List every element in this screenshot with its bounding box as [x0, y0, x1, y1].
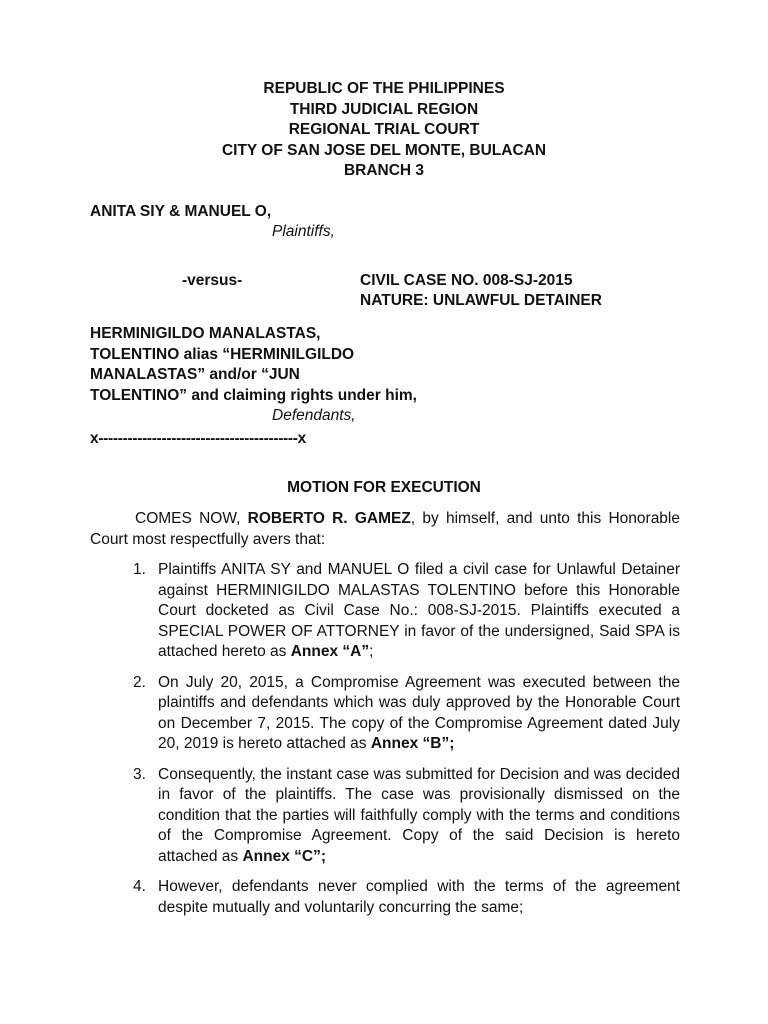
- annex-label: Annex “A”: [290, 643, 370, 660]
- defendants-line: TOLENTINO” and claiming rights under him,: [90, 386, 417, 404]
- item-tail: ;: [369, 643, 374, 660]
- list-item: [133, 560, 680, 663]
- defendants-block: [90, 324, 417, 406]
- heading-line-court: REGIONAL TRIAL COURT: [288, 121, 480, 138]
- item-text: However, defendants never complied with the terms of the agreement despite mutually and voluntarily concurring the same;: [158, 878, 680, 916]
- item-text: On July 20, 2015, a Compromise Agreement was executed between the plaintiffs and defendants which was duly approved by the Honorable Court on December 7, 2015. The copy of the Compromise Agreement dated July 20, 2019 is hereto attached as: [158, 673, 680, 752]
- motion-title: MOTION FOR EXECUTION: [287, 479, 481, 496]
- caption-separator: x-----------------------------------------x: [90, 430, 306, 447]
- court-heading: [0, 79, 768, 182]
- defendants-line: HERMINIGILDO MANALASTAS,: [90, 325, 321, 342]
- heading-line-branch: BRANCH 3: [343, 162, 425, 179]
- list-item: [133, 673, 680, 755]
- item-number: 1.: [133, 561, 146, 578]
- allegations-list: [133, 560, 680, 928]
- intro-post: , by himself, and unto this Honorable Court most respectfully avers that:: [90, 510, 680, 548]
- defendants-line: TOLENTINO alias “HERMINILGILDO: [90, 345, 355, 363]
- item-number: 2.: [133, 673, 146, 691]
- intro-paragraph: [90, 509, 680, 550]
- heading-line-republic: REPUBLIC OF THE PHILIPPINES: [263, 80, 505, 97]
- item-text: Plaintiffs ANITA SY and MANUEL O filed a civil case for Unlawful Detainer against HERMINIGILDO MALASTAS TOLENTINO before this Honorable Court docketed as Civil Case No.: 008-SJ-2015. Plaintiffs executed a SPECIAL POWER OF ATTORNEY in favor of the undersigned, Said SPA is attached hereto as: [158, 561, 680, 660]
- defendants-line: MANALASTAS” and/or “JUN: [90, 366, 300, 383]
- item-number: 4.: [133, 878, 146, 895]
- list-item: [133, 877, 680, 918]
- plaintiffs-role: Plaintiffs,: [272, 223, 335, 240]
- versus-label: -versus-: [182, 272, 243, 289]
- item-number: 3.: [133, 765, 146, 783]
- case-nature: NATURE: UNLAWFUL DETAINER: [360, 292, 602, 309]
- list-item: [133, 765, 680, 868]
- annex-label: Annex “B”;: [370, 735, 455, 752]
- movant-name: ROBERTO R. GAMEZ: [247, 510, 411, 527]
- plaintiffs-names: ANITA SIY & MANUEL O,: [90, 203, 272, 220]
- case-number: CIVIL CASE NO. 008-SJ-2015: [360, 272, 573, 289]
- heading-line-city: CITY OF SAN JOSE DEL MONTE, BULACAN: [221, 141, 547, 159]
- heading-line-region: THIRD JUDICIAL REGION: [289, 100, 479, 118]
- item-text: Consequently, the instant case was submitted for Decision and was decided in favor of the plaintiffs. The case was provisionally dismissed on the condition that the parties will faithfully comply with the terms and conditions of the Compromise Agreement. Copy of the said Decision is hereto attached as: [158, 765, 680, 865]
- intro-pre: COMES NOW,: [135, 510, 248, 527]
- annex-label: Annex “C”;: [242, 847, 326, 865]
- defendants-role: Defendants,: [272, 407, 356, 424]
